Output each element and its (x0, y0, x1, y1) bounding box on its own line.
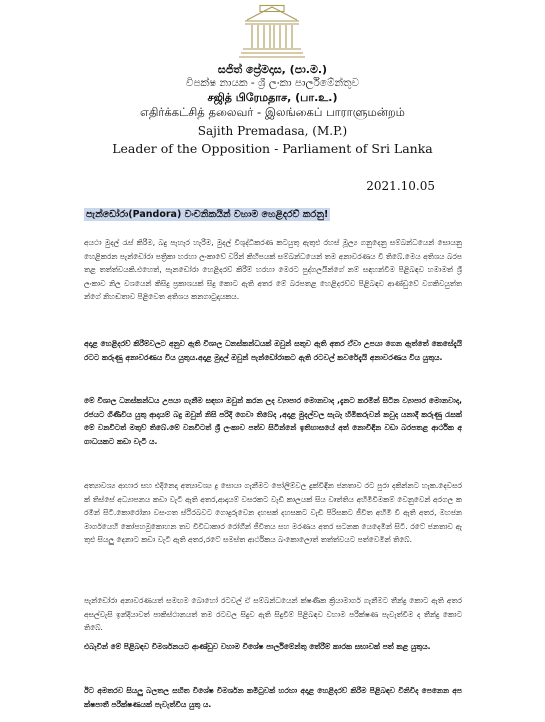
paragraph-2: අදාළ හෙළිදරව් කිරීම්වලට අනුව ඇති විශාල ධනස්කන්ධයක් ඔවුන් සතුව ඇති අතර ඒවා උපයා ගෙන ඇත්තේ කෙසේදැයි රටට කරුණු අනාවරණය විය යුතුය.අදාළ මුදල් ඔවුන් පැන්ඩෝරාකට ඇති රටවල් කවරේදැයි අනාවරණය විය යුතුය. (84, 339, 462, 362)
header-name-tamil: சஜித் பிரேமதாச, (பா.உ.) (207, 91, 338, 104)
paragraph-1: අයථා මුදල් රැස් කිරීම, බදු පැහැර හැරීම, මුදල් විශුද්ධිකරණ කටයුතු ඇතුළු රහස් මූල්‍ය ගනුදෙනු සම්බන්ධයෙන් සොයනු හෙළිකරන පැන්ඩෝරා පත්‍රිකා හරහා ලංකාවේ වරින් කිහිපයක් සම්බන්ධයෙන් තම අනාවරණය වී තිබේ.මෙය අතිශය බරපතළ තත්ත්වයකි.එහෙත්, පැනඩෝරා හෙළිදරව් කිරීම් හරහා මෙරට පුද්ගලයින්ගේ නම් සඳහන්වීම පිළිබඳව හමාමත් ශ්‍රී ලංකාව නිල වශයෙන් කිසිදු ප්‍රකාශයක් සිදු කොට ඇති අතර මේ බරපතළ හෙළිදරව්ව පිළිබඳව ආණ්ඩුවේ වගකිවයුත්තන්ගේ නිහඬතාව පිළිවෙත අතිශය කනගාටුදායකය. (84, 238, 462, 302)
header-name-english: Sajith Premadasa, (M.P.) (197, 124, 348, 138)
header-name-sinhala: සජිත් ප්‍රේමදාස, (පා.ම.) (217, 63, 328, 76)
paragraph-7: ඊට අමතරව සියලු බලතල සහිත විශේෂ විමර්ශන කමිටුවක් හරහා අදාළ හෙළිදරව් කිරීම පිළිබඳව විනිවිද පෙනෙන අපක්ෂපාතී පරීක්ෂණයක් පැවැත්විය යුතු ය. (84, 686, 462, 709)
paragraph-5: පැන්ඩෝරා අනාවරණයත් සමඟම බොහෝ රටවල් ඒ සම්බන්ධයෙන් ක්ෂණික ක්‍රියාමාර්ග ගැනීමට තීන්දු කොට ඇති අතර අසල්වැසි ඉන්දියාවත් පාකිස්ථානයත් තම රටවල සිදුව ඇති සිදුවීම් පිළිබඳව වහාම පරීක්ෂණ පැවැත්වීම ද තීන්දු කොට තිබේ. (84, 596, 462, 633)
document-date: 2021.10.05 (366, 179, 435, 193)
header-title-english: Leader of the Opposition - Parliament of Sri Lanka (112, 141, 433, 156)
document-title: පැන්ඩෝරා(Pandora) වංචනිකයින් වහාම හෙළිදරව් කරනු! (86, 209, 329, 220)
header-title-tamil: எதிர்க்கட்சித் தலைவர் - இலங்கைப் பாராளுமன்றம் (140, 105, 405, 119)
paragraph-3: මේ විශාල ධනස්කන්ධය උපයා ගැනීම සඳහා ඔවුන් කරන ලද ව්‍යාපාර මොනවාද ,දැනට කරමින් සිටින ව්‍යාපාර මොනවාද,රජයට ගිණිවිය යුතු ආදායම් බදු ඔවුන් නිසි පරිදි ගෙවා තිබේද ,අදාළ මුදල්වල සැබෑ හිමිකරුවන් කවුද යනාදී කරුණු රැසක් මේ වනවිටත් මතුව් තිබේ.මේ වනවිටත් ශ්‍රී ලංකාව පත්ව සිටින්නේ ඉතිහාසයේ අත් නොවිඳින වඩා බරපතළ ආර්ථික අගාධයකට කඩා වැටී ය. (84, 396, 462, 446)
parliament-emblem-icon (239, 4, 305, 62)
paragraph-6: එබැවින් මේ පිළිබඳව විමර්ශනයට ආණ්ඩුව වහාම විශේෂ පාර්ලිමේන්තු තේරීම් කාරක සභාවක් පත් කළ යුතුය. (84, 642, 431, 651)
header-title-sinhala: විපක්ෂ නායක - ශ්‍රී ලංකා පාර්ලිමේන්තුව (185, 77, 360, 89)
paragraph-4: අත්‍යාවශ්‍ය ආහාර සහ එදිනෙදා අත්‍යාවශ්‍ය ද්‍ර සොයා ගැනීමට පෝලිම්වල දුක්විඳින ජනතාව රට පුරා දකින්නට හැක.දෙවසරක් තිස්සේ අධ්‍යාපනය කඩා වැටී ඇති අතර,ආදායම් වසරකට වැඩි කාලයක් සිය වෘත්තිය අහිමිවිමකම් වෙනුවෙන් අරගල කරමින් සිටී.කොරෝනා වසංගත ස්ථිරබවට ගොදුරුවෙන දහසක් දහසකට වැඩි පිරිසකට ජීවිත අහිමි වී ඇති අතර, මහජන මාර්ගයෙහි කෝපහමුකොහන තව විවිධාකාර රෝගීන් ජීවිතය සහ මරණය අතර සටනක යෙදෙමින් සිටී. රටේ ජනතාව ඇතුළු සියලු දෙනාට කඩා වැටී ඇති අතර,රටේ සමස්ත ආර්ථිකය බංකොලොත් තත්ත්වයට පත්වෙමින් තිබේ. (84, 481, 462, 545)
